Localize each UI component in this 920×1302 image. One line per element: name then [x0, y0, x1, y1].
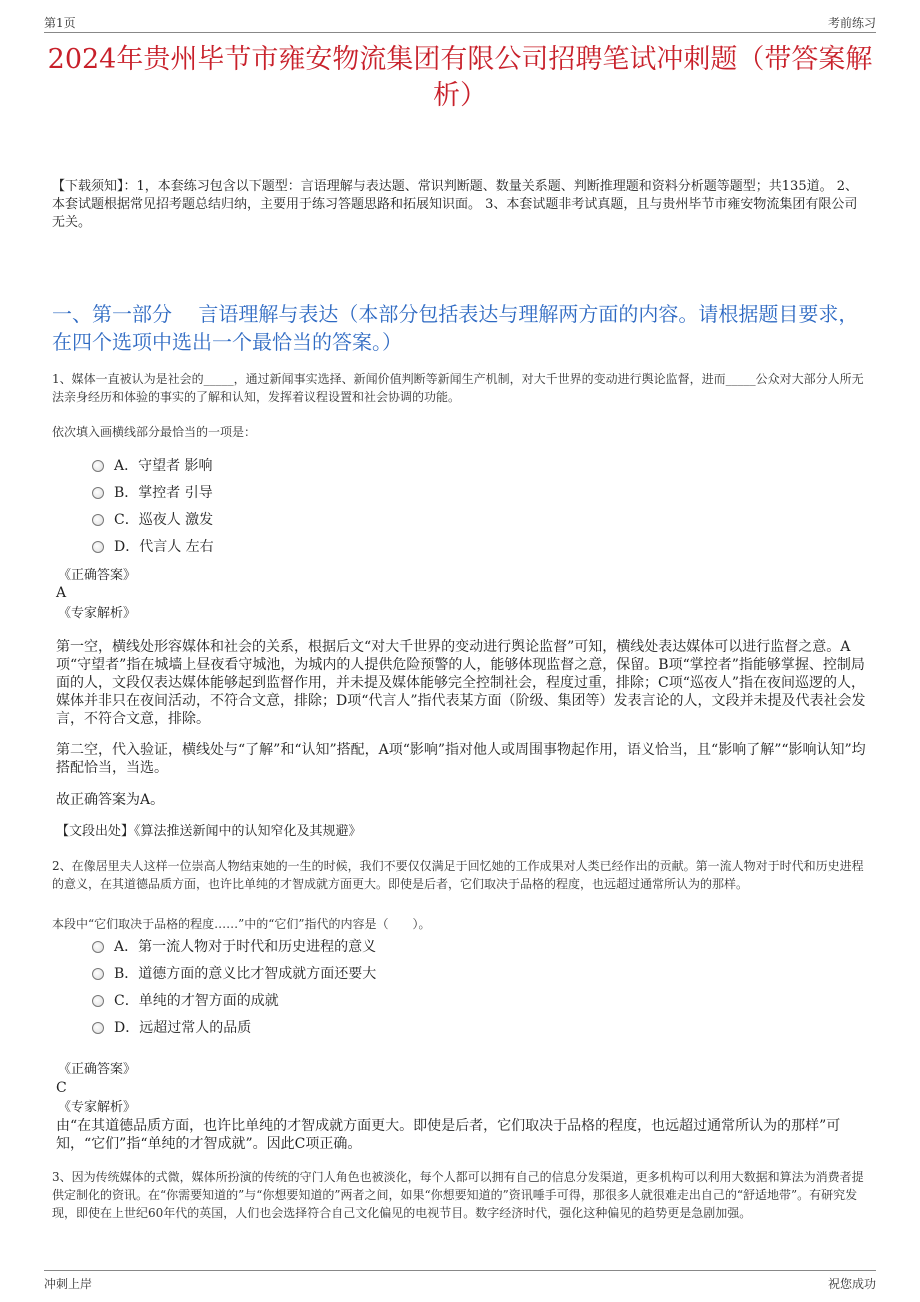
question-2-option-c[interactable]: C．单纯的才智方面的成就 [92, 992, 279, 1010]
document-title: 2024年贵州毕节市雍安物流集团有限公司招聘笔试冲刺题（带答案解析） [47, 44, 873, 111]
question-1-option-c[interactable]: C．巡夜人 激发 [92, 511, 213, 529]
radio-icon[interactable] [92, 941, 104, 953]
question-3-stem: 3、因为传统媒体的式微，媒体所扮演的传统的守门人角色也被淡化，每个人都可以拥有自己的信息分发渠道，更多机构可以利用大数据和算法为消费者提供定制化的资讯。在“你需要知道的”与“你想要知道的”两者之间，如果“你想要知道的”资讯唾手可得，那很多人就很难走出自己的“舒适地带”。有研究发现，即使在上世纪60年代的英国，人们也会选择符合自己文化偏见的电视节目。数字经济时代，强化这种偏见的趋势更是急剧加强。 [52, 1170, 864, 1220]
header-tag: 考前练习 [827, 16, 876, 30]
question-2-stem: 2、在像居里夫人这样一位崇高人物结束她的一生的时候，我们不要仅仅满足于回忆她的工作成果对人类已经作出的贡献。第一流人物对于时代和历史进程的意义，在其道德品质方面，也许比单纯的才智成就方面更大。即使是后者，它们取决于品格的程度，也远超过通常所认为的那样。 [52, 859, 864, 891]
question-1-source: 【文段出处】《算法推送新闻中的认知窄化及其规避》 [56, 824, 362, 839]
question-2-answer-label: 《正确答案》 [58, 1062, 137, 1077]
question-2-prompt: 本段中“它们取决于品格的程度……”中的“它们”指代的内容是（ ）。 [52, 917, 431, 931]
question-2-option-d[interactable]: D．远超过常人的品质 [92, 1019, 251, 1037]
question-1-answer-label: 《正确答案》 [58, 568, 137, 583]
question-1-stem: 1、媒体一直被认为是社会的_____，通过新闻事实选择、新闻价值判断等新闻生产机制，对大千世界的变动进行舆论监督，进而_____公众对大部分人所无法亲身经历和体验的事实的了解和认知，发挥着议程设置和社会协调的功能。 [52, 372, 864, 404]
footer-left: 冲刺上岸 [44, 1277, 93, 1291]
page-footer [44, 1270, 876, 1291]
radio-icon[interactable] [92, 460, 104, 472]
radio-icon[interactable] [92, 995, 104, 1007]
question-1-answer: A [56, 585, 67, 601]
question-1-analysis-para-1: 第一空，横线处形容媒体和社会的关系，根据后文“对大千世界的变动进行舆论监督”可知，横线处表达媒体可以进行监督之意。A项“守望者”指在城墙上昼夜看守城池，为城内的人提供危险预警的人，能够体现监督之意，保留。B项“掌控者”指能够掌握、控制局面的人，文段仅表达媒体能够起到监督作用，并未提及媒体能够完全控制社会，程度过重，排除；C项“巡夜人”指在夜间巡逻的人，媒体并非只在夜间活动，不符合文意，排除；D项“代言人”指代表某方面（阶级、集团等）发表言论的人，文段并未提及代表社会发言，不符合文意，排除。 [56, 639, 866, 727]
page-header [44, 12, 876, 33]
footer-right: 祝您成功 [827, 1277, 876, 1291]
question-1-analysis-para-3: 故正确答案为A。 [56, 792, 165, 808]
radio-icon[interactable] [92, 514, 104, 526]
radio-icon[interactable] [92, 487, 104, 499]
question-2-answer: C [56, 1080, 67, 1096]
download-notice: 【下载须知】：1，本套练习包含以下题型：言语理解与表达题、常识判断题、数量关系题、判断推理题和资料分析题等题型；共135道。 2、本套试题根据常见招考题总结归纳，主要用于练习答题思路和拓展知识面。 3、本套试题非考试真题，且与贵州毕节市雍安物流集团有限公司无关。 [52, 179, 858, 230]
question-2-analysis-label: 《专家解析》 [58, 1100, 137, 1115]
question-1-analysis-para-2: 第二空，代入验证，横线处与“了解”和“认知”搭配，A项“影响”指对他人或周围事物起作用，语义恰当，且“影响了解”“影响认知”均搭配恰当，当选。 [56, 742, 866, 776]
question-1-option-d[interactable]: D．代言人 左右 [92, 538, 214, 556]
question-1-analysis-label: 《专家解析》 [58, 606, 137, 621]
question-2-option-b[interactable]: B．道德方面的意义比才智成就方面还要大 [92, 965, 376, 983]
question-1-option-b[interactable]: B．掌控者 引导 [92, 484, 213, 502]
radio-icon[interactable] [92, 968, 104, 980]
question-2-analysis: 由“在其道德品质方面，也许比单纯的才智成就方面更大。即使是后者，它们取决于品格的程度，也远超过通常所认为的那样”可知，“它们”指“单纯的才智成就”。因此C项正确。 [56, 1118, 841, 1152]
radio-icon[interactable] [92, 541, 104, 553]
question-1-prompt: 依次填入画横线部分最恰当的一项是： [52, 425, 257, 439]
question-1-option-a[interactable]: A．守望者 影响 [92, 457, 213, 475]
radio-icon[interactable] [92, 1022, 104, 1034]
page-number: 第1页 [44, 16, 76, 30]
section-heading: 一、第一部分 言语理解与表达（本部分包括表达与理解两方面的内容。请根据题目要求，在四个选项中选出一个最恰当的答案。） [52, 302, 859, 354]
question-2-option-a[interactable]: A．第一流人物对于时代和历史进程的意义 [92, 938, 376, 956]
